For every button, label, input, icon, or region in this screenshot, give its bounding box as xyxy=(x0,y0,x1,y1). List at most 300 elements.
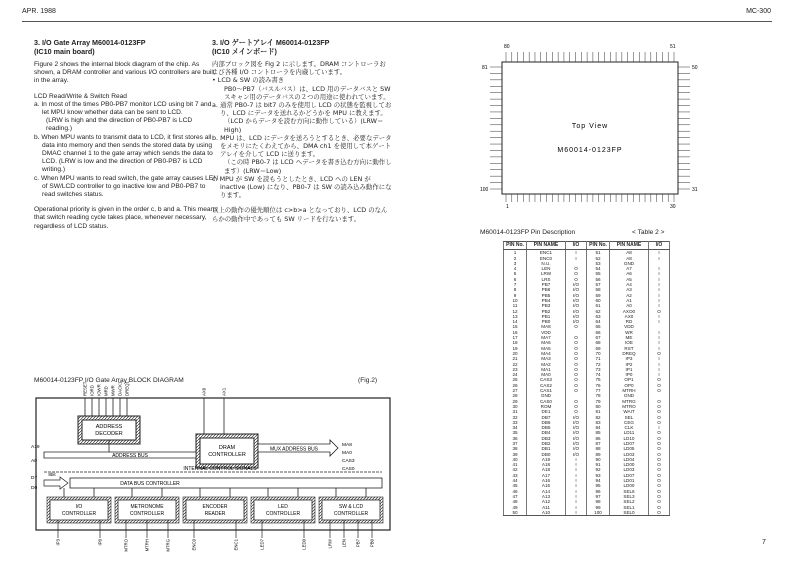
table-cell: O xyxy=(566,277,587,282)
table-cell: 56 xyxy=(587,277,610,282)
table-cell: MA8 xyxy=(527,324,566,329)
japanese-priority: 以上の動作の優先順位は c>b>a となっており、LCD のなんらかの動作中であっても SW リードを行ないます。 xyxy=(212,206,388,223)
table-cell: LD01 xyxy=(610,478,649,483)
english-item-a: a. In most of the times PB0-PB7 monitor LCD using bit 7 and let MPU know whether data can be sent to LCD. xyxy=(34,100,212,117)
table-cell: 93 xyxy=(587,473,610,478)
table-cell: SEL xyxy=(610,415,649,420)
table-cell: O xyxy=(649,457,670,462)
table-cell: 7 xyxy=(504,282,527,287)
table-cell: I xyxy=(649,303,670,308)
top-signal-label: AX1 xyxy=(221,387,227,396)
table-cell: I xyxy=(566,256,587,261)
table-cell: O xyxy=(649,436,670,441)
table-cell: O xyxy=(566,409,587,414)
pin-label-51: 51 xyxy=(670,44,676,50)
table-cell: O xyxy=(566,377,587,382)
table-cell: I xyxy=(649,319,670,324)
table-cell: A16 xyxy=(527,478,566,483)
bottom-signal-label: PB7 xyxy=(355,539,361,548)
table-cell: A2 xyxy=(610,293,649,298)
bottom-signal-label: IP3 xyxy=(55,539,61,546)
pin-table-wrap xyxy=(503,241,670,516)
table-cell: 79 xyxy=(587,399,610,404)
table-cell: I xyxy=(649,362,670,367)
table-cell: 26 xyxy=(504,383,527,388)
table-cell: 28 xyxy=(504,393,527,398)
table-cell: O xyxy=(649,489,670,494)
table-cell: I xyxy=(649,340,670,345)
table-cell: 52 xyxy=(587,256,610,261)
japanese-item-a: a. 通常 PB0-7 は bit7 のみを使用し LCD の状態を監視しており、LCD にデータを送れるかどうかを MPU に教えます。 xyxy=(212,101,392,118)
table-cell: LD07 xyxy=(610,473,649,478)
table-cell: I xyxy=(649,250,670,256)
table-cell: A18 xyxy=(527,462,566,467)
table-cell: I xyxy=(649,298,670,303)
table-cell: O xyxy=(649,351,670,356)
top-view-label: Top View xyxy=(571,123,609,130)
table-cell: CEG xyxy=(610,420,649,425)
table-cell: 30 xyxy=(504,404,527,409)
table-cell: ME xyxy=(610,335,649,340)
table-cell: O xyxy=(649,452,670,457)
table-cell: 27 xyxy=(504,388,527,393)
table-cell: I xyxy=(566,462,587,467)
table-cell: MA4 xyxy=(527,351,566,356)
table-cell: O xyxy=(649,467,670,472)
bottom-signal-label: MTRG xyxy=(165,539,171,552)
table-cell: I/O xyxy=(566,298,587,303)
english-title: 3. I/O Gate Array M60014-0123FP xyxy=(34,38,146,47)
sig-cas0: CAS0 xyxy=(342,467,355,472)
header-date: APR. 1988 xyxy=(22,8,56,15)
table-cell: 17 xyxy=(504,335,527,340)
table-cell: 33 xyxy=(504,420,527,425)
japanese-item-a-note: （LCD からデータを読む方向に動作している）(LRW＝High) xyxy=(224,117,384,134)
table-cell: CLK xyxy=(610,425,649,430)
table-cell: 39 xyxy=(504,452,527,457)
table-cell: CAS3 xyxy=(527,377,566,382)
table-cell: 70 xyxy=(587,351,610,356)
english-lcd-heading: LCD Read/Write & Switch Read xyxy=(34,92,127,100)
table-cell: O xyxy=(566,324,587,329)
dram-controller-block xyxy=(200,438,254,464)
table-cell: 64 xyxy=(587,319,610,324)
table-cell: I/O xyxy=(566,287,587,292)
table-cell: 73 xyxy=(587,367,610,372)
table-cell: O xyxy=(566,399,587,404)
table-cell: O xyxy=(649,404,670,409)
table-cell: A17 xyxy=(527,473,566,478)
table-cell: 24 xyxy=(504,372,527,377)
table-cell: I xyxy=(649,367,670,372)
table-cell: 55 xyxy=(587,271,610,276)
table-cell: O xyxy=(649,510,670,516)
table-cell: A8 xyxy=(610,256,649,261)
table-cell: SEL0 xyxy=(610,510,649,516)
table-cell: 61 xyxy=(587,303,610,308)
table-cell: DB1 xyxy=(527,446,566,451)
table-cell: PB1 xyxy=(527,314,566,319)
table-cell: 3 xyxy=(504,261,527,266)
table-cell: O xyxy=(566,372,587,377)
table-cell: GND xyxy=(610,261,649,266)
table-cell: ENC0 xyxy=(527,256,566,261)
table-cell: 97 xyxy=(587,494,610,499)
table-cell: 11 xyxy=(504,303,527,308)
table-cell: I xyxy=(566,510,587,516)
table-cell: PB6 xyxy=(527,287,566,292)
table-cell: LD03 xyxy=(610,467,649,472)
data-bus-controller-block xyxy=(70,478,382,488)
table-cell: I xyxy=(649,330,670,335)
table-cell: 54 xyxy=(587,266,610,271)
table-cell: 22 xyxy=(504,362,527,367)
table-cell: 25 xyxy=(504,377,527,382)
table-cell: VDD xyxy=(610,324,649,329)
table-cell: O xyxy=(566,383,587,388)
table-cell: MA5 xyxy=(527,346,566,351)
table-cell: 91 xyxy=(587,462,610,467)
table-cell: A15 xyxy=(527,483,566,488)
top-signal-label: RESET xyxy=(82,381,88,396)
table-cell: I xyxy=(649,425,670,430)
table-cell: 48 xyxy=(504,499,527,504)
table-cell: RST xyxy=(610,346,649,351)
table-cell: 92 xyxy=(587,467,610,472)
table-cell: 47 xyxy=(504,494,527,499)
table-cell: 95 xyxy=(587,483,610,488)
table-cell: MA1 xyxy=(527,367,566,372)
table-cell: 6 xyxy=(504,277,527,282)
table-cell: SEL1 xyxy=(610,505,649,510)
english-item-a-note: (LRW is high and the direction of PB0-PB7 is LCD reading.) xyxy=(46,117,193,133)
table-cell: 94 xyxy=(587,478,610,483)
table-cell: 69 xyxy=(587,346,610,351)
table-cell: A3 xyxy=(610,287,649,292)
table-cell: O xyxy=(566,266,587,271)
table-cell: I/O xyxy=(566,441,587,446)
table-cell: 72 xyxy=(587,362,610,367)
table-cell: A4 xyxy=(610,282,649,287)
table-cell: PB4 xyxy=(527,298,566,303)
table-cell: I xyxy=(566,483,587,488)
table-cell: A10 xyxy=(527,510,566,516)
table-cell: AXO0 xyxy=(610,309,649,314)
table-cell: A19 xyxy=(527,457,566,462)
table-cell: I/O xyxy=(566,415,587,420)
table-cell: 65 xyxy=(587,324,610,329)
japanese-title: 3. I/O ゲートアレイ M60014-0123FP xyxy=(212,38,330,47)
table-cell: I xyxy=(649,293,670,298)
table-cell: 40 xyxy=(504,457,527,462)
table-cell: MA3 xyxy=(527,356,566,361)
table-cell: DB0 xyxy=(527,452,566,457)
table-cell: 81 xyxy=(587,409,610,414)
table-cell: 15 xyxy=(504,324,527,329)
table-cell: IP3 xyxy=(610,356,649,361)
table-cell: GND xyxy=(527,393,566,398)
pin-label-81: 81 xyxy=(482,65,488,71)
table-row xyxy=(504,510,670,516)
table-cell: PB5 xyxy=(527,293,566,298)
table-cell: 62 xyxy=(587,309,610,314)
table-cell: SEL3 xyxy=(610,494,649,499)
table-cell: 49 xyxy=(504,505,527,510)
table-cell: 76 xyxy=(587,383,610,388)
data-bus-input-arrow xyxy=(44,477,68,489)
table-cell: LD05 xyxy=(610,446,649,451)
table-cell: DB3 xyxy=(527,436,566,441)
table-cell: 18 xyxy=(504,340,527,345)
table-cell: O xyxy=(566,351,587,356)
table-cell: OP0 xyxy=(610,383,649,388)
table-cell: O xyxy=(649,505,670,510)
table-cell: I xyxy=(649,256,670,261)
controller-block xyxy=(186,500,244,520)
table-cell: 50 xyxy=(504,510,527,516)
table-cell: O xyxy=(649,483,670,488)
table-cell: PB3 xyxy=(527,303,566,308)
table-cell: I xyxy=(649,266,670,271)
table-cell: I xyxy=(649,277,670,282)
pin-table-header-row xyxy=(504,242,670,250)
table-cell: I xyxy=(566,505,587,510)
data-bus-controller-label: DATA BUS CONTROLLER xyxy=(120,481,180,487)
pin-label-100: 100 xyxy=(480,187,489,193)
table-cell: RD xyxy=(610,319,649,324)
controller-label: LED xyxy=(278,504,288,510)
table-cell: A5 xyxy=(610,277,649,282)
pinout-diagram xyxy=(480,40,700,210)
table-cell: IP1 xyxy=(610,367,649,372)
table-cell: DE1 xyxy=(527,409,566,414)
table-cell: 85 xyxy=(587,430,610,435)
bottom-signal-label: LEN xyxy=(341,539,347,548)
table-cell: 35 xyxy=(504,430,527,435)
japanese-column xyxy=(212,38,392,223)
table-cell: 96 xyxy=(587,489,610,494)
table-cell: I xyxy=(566,457,587,462)
address-decoder-label-2: DECODER xyxy=(95,431,123,437)
table-cell: DB4 xyxy=(527,430,566,435)
table-cell: 84 xyxy=(587,425,610,430)
bottom-signal-label: MTRH xyxy=(144,539,150,552)
english-column xyxy=(34,38,219,231)
controller-label: CONTROLLER xyxy=(129,511,165,517)
table-cell: PB0 xyxy=(527,319,566,324)
table-cell: WAIT xyxy=(610,409,649,414)
table-cell: I/O xyxy=(566,282,587,287)
table-cell: O xyxy=(566,388,587,393)
table-cell: O xyxy=(649,446,670,451)
page-number: 7 xyxy=(762,539,766,546)
pin-table-label: < Table 2 > xyxy=(632,229,665,236)
table-cell: AX0 xyxy=(610,314,649,319)
sig-cas3: CAS3 xyxy=(342,459,355,464)
table-cell: 59 xyxy=(587,293,610,298)
table-cell: O xyxy=(649,499,670,504)
english-item-c: c. When MPU wants to read switch, the gate array causes LEN of SW/LCD controller to go inactive low and PB0-PB7 to read switches status. xyxy=(34,174,218,199)
table-cell: 38 xyxy=(504,446,527,451)
table-cell: LEN xyxy=(527,266,566,271)
table-cell: I xyxy=(649,372,670,377)
controller-label: CONTROLLER xyxy=(265,511,301,517)
table-cell: 43 xyxy=(504,473,527,478)
table-cell: O xyxy=(649,462,670,467)
bottom-signal-labels xyxy=(56,520,375,552)
table-cell: O xyxy=(649,420,670,425)
table-cell: MA6 xyxy=(527,340,566,345)
table-cell: 83 xyxy=(587,420,610,425)
table-cell: A6 xyxy=(610,271,649,276)
dram-controller-label-2: CONTROLLER xyxy=(208,452,246,458)
top-signal-label: MRD xyxy=(103,386,109,396)
controller-label: CONTROLLER xyxy=(333,511,369,517)
table-cell: I/O xyxy=(566,436,587,441)
table-cell: 19 xyxy=(504,346,527,351)
bus-8bit-label: 8bit xyxy=(48,472,56,477)
pin-label-1: 1 xyxy=(506,204,509,210)
table-cell: 12 xyxy=(504,309,527,314)
table-cell: 23 xyxy=(504,367,527,372)
table-cell: CAS2 xyxy=(527,383,566,388)
table-cell: 36 xyxy=(504,436,527,441)
table-cell: 57 xyxy=(587,282,610,287)
header-rule xyxy=(22,21,772,22)
pin-table-title: M60014-0123FP Pin Description xyxy=(480,229,576,236)
japanese-item-b: b. MPU は、LCD にデータを送ろうとするとき、必要なデータをメモリにたくわえてから、DMA ch1 を使用して本ゲートアレイを介して LCD に送ります。 xyxy=(212,133,392,159)
table-cell: 42 xyxy=(504,467,527,472)
table-cell: O xyxy=(649,473,670,478)
table-cell: 13 xyxy=(504,314,527,319)
table-cell: O xyxy=(649,399,670,404)
table-cell: I xyxy=(566,473,587,478)
table-cell: O xyxy=(566,271,587,276)
table-cell: 74 xyxy=(587,372,610,377)
sig-a19: A19 xyxy=(31,445,40,450)
table-cell: 10 xyxy=(504,298,527,303)
mux-address-bus-label: MUX ADDRESS BUS xyxy=(269,446,319,453)
table-cell: LD10 xyxy=(610,436,649,441)
bottom-signal-label: IP0 xyxy=(97,539,103,546)
table-cell: 29 xyxy=(504,399,527,404)
table-cell: 63 xyxy=(587,314,610,319)
sig-a0: A0 xyxy=(31,459,37,464)
sig-ma0: MA0 xyxy=(342,451,352,456)
table-cell: I/O xyxy=(566,420,587,425)
table-cell: OP1 xyxy=(610,377,649,382)
english-subtitle: (IC10 main board) xyxy=(34,47,95,56)
bottom-signal-label: LED0 xyxy=(301,539,307,550)
table-cell: 100 xyxy=(587,510,610,516)
table-cell: 88 xyxy=(587,446,610,451)
table-cell: DB7 xyxy=(527,415,566,420)
table-cell: O xyxy=(649,415,670,420)
sig-d0: D0 xyxy=(31,486,38,491)
bottom-signal-label: LRW xyxy=(327,539,333,549)
table-cell: I xyxy=(649,282,670,287)
table-cell: 14 xyxy=(504,319,527,324)
table-cell: MTRH xyxy=(610,388,649,393)
table-cell: 20 xyxy=(504,351,527,356)
table-cell: WR xyxy=(610,330,649,335)
table-cell: I/O xyxy=(566,314,587,319)
controller-label: SW & LCD xyxy=(338,504,364,510)
table-cell: A8 xyxy=(610,250,649,256)
block-diagram xyxy=(30,381,400,552)
table-cell: O xyxy=(649,478,670,483)
table-cell: CAS0 xyxy=(527,399,566,404)
table-cell: 34 xyxy=(504,425,527,430)
controller-label: I/O xyxy=(75,504,83,510)
table-cell: 16 xyxy=(504,330,527,335)
table-cell: I xyxy=(566,250,587,256)
pin-table xyxy=(503,241,670,516)
table-cell: O xyxy=(649,494,670,499)
table-cell: LRW xyxy=(527,271,566,276)
table-cell: O xyxy=(566,356,587,361)
japanese-intro2: PB0～PB7（バスルバス）は、LCD 用のデータバスと SW スキャン用のデータバスの２つの用途に使われています。 xyxy=(224,84,391,101)
table-cell: MA2 xyxy=(527,362,566,367)
controller-block xyxy=(322,500,380,520)
table-cell: I xyxy=(566,494,587,499)
table-cell: MTRG xyxy=(610,399,649,404)
table-cell: 31 xyxy=(504,409,527,414)
table-cell: 5 xyxy=(504,271,527,276)
col-pin-no-1: PIN No. xyxy=(504,242,527,250)
table-cell: O xyxy=(649,441,670,446)
table-cell: A13 xyxy=(527,494,566,499)
table-cell: IP0 xyxy=(610,372,649,377)
table-cell: I xyxy=(649,346,670,351)
table-cell: LRS xyxy=(527,277,566,282)
col-io-2: I/O xyxy=(649,242,670,250)
pin-table-body xyxy=(504,250,670,516)
table-cell: LD00 xyxy=(610,462,649,467)
table-cell: I/O xyxy=(566,452,587,457)
table-cell: DB5 xyxy=(527,425,566,430)
top-signal-label: MWR xyxy=(110,385,116,396)
table-cell: 2 xyxy=(504,256,527,261)
table-cell: N.U. xyxy=(527,261,566,266)
table-cell: I xyxy=(566,467,587,472)
table-cell: IP2 xyxy=(610,362,649,367)
table-cell: A12 xyxy=(527,499,566,504)
table-cell: O xyxy=(649,430,670,435)
internal-control-label: INTERNAL CONTROL SIGNALS xyxy=(183,466,257,472)
table-cell: I/O xyxy=(566,309,587,314)
table-cell: I xyxy=(566,489,587,494)
table-cell: I/O xyxy=(566,446,587,451)
table-cell: 60 xyxy=(587,298,610,303)
bottom-signal-label: MTRO xyxy=(123,539,129,552)
table-cell: ROM xyxy=(527,404,566,409)
table-cell: A1 xyxy=(610,298,649,303)
japanese-body xyxy=(212,60,392,223)
table-cell: 53 xyxy=(587,261,610,266)
top-signal-label: IORD xyxy=(89,385,95,396)
table-cell: LD07 xyxy=(610,441,649,446)
table-cell: I/O xyxy=(566,319,587,324)
table-cell: 21 xyxy=(504,356,527,361)
english-item-b: b. When MPU wants to transmit data to LCD, it first stores all data into memory and then sends the stored data by using DMAC channel 1 to the gate array which sends the data to LCD. (LRW is low and the direction of PB0-PB7 is LCD writing.) xyxy=(34,133,213,174)
table-cell: O xyxy=(566,340,587,345)
table-cell: I/O xyxy=(566,303,587,308)
block-diagram-fig-label: (Fig.2) xyxy=(358,377,378,384)
japanese-intro: 内部ブロック図を Fig 2 に示します。DRAM コントローラおよび各種 I/O コントローラを内蔵しています。 xyxy=(212,60,386,77)
table-cell: IOE xyxy=(610,340,649,345)
table-cell: O xyxy=(566,346,587,351)
